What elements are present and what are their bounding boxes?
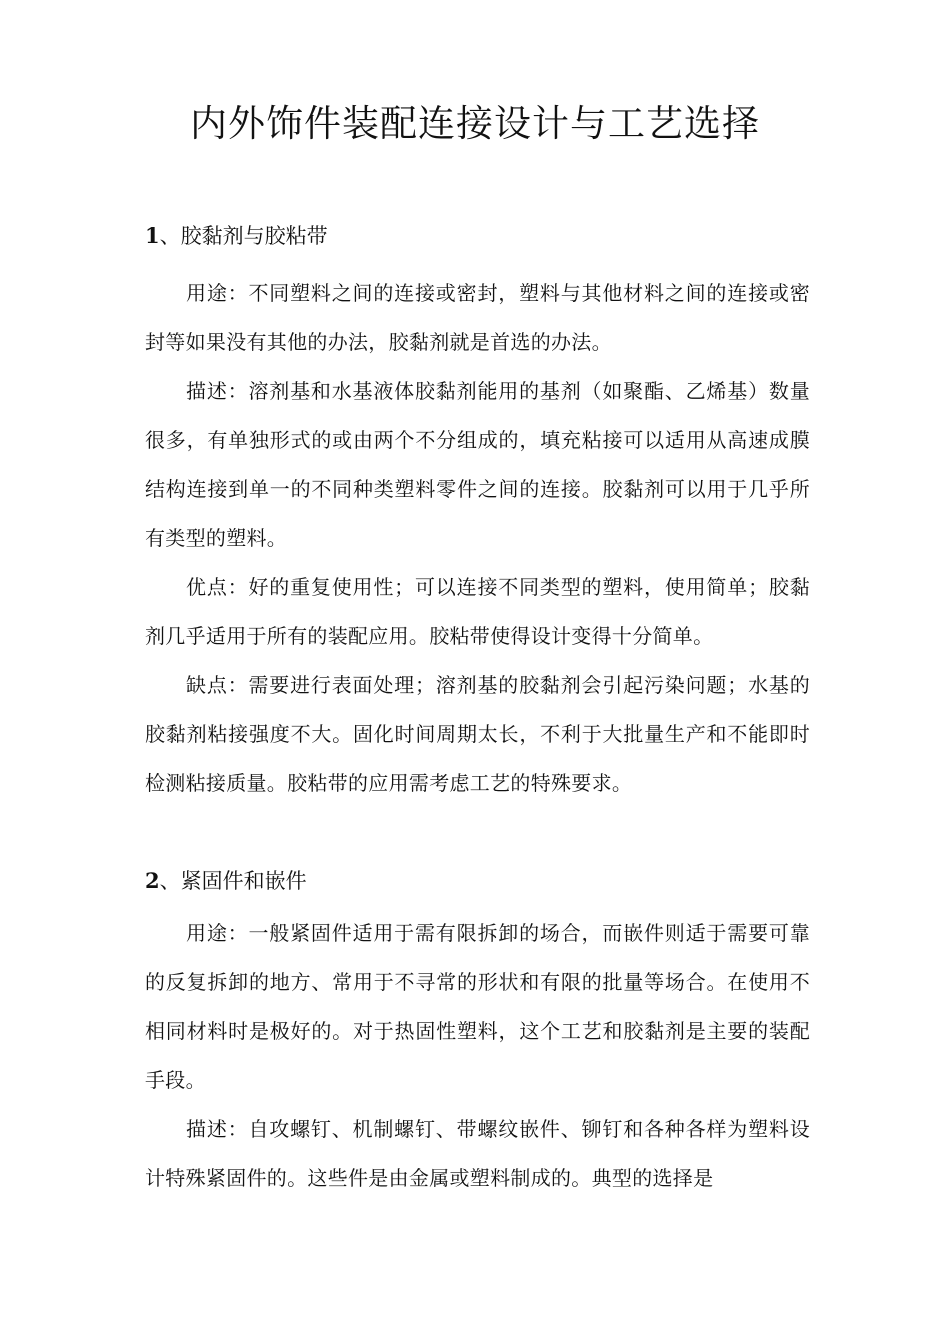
- section-number: 1: [145, 223, 160, 248]
- document-title: 内外饰件装配连接设计与工艺选择: [190, 102, 760, 145]
- paragraph-advantages: 优点：好的重复使用性；可以连接不同类型的塑料，使用简单；胶黏剂几乎适用于所有的装配应用。胶粘带使得设计变得十分简单。: [145, 575, 810, 648]
- section-heading-text: 、紧固件和嵌件: [159, 869, 307, 893]
- section-heading-text: 、胶黏剂与胶粘带: [159, 224, 328, 248]
- paragraph-description: 描述：溶剂基和水基液体胶黏剂能用的基剂（如聚酯、乙烯基）数量很多，有单独形式的或由两个不分组成的，填充粘接可以适用从高速成膜结构连接到单一的不同种类塑料零件之间的连接。胶黏剂可以用于几乎所有类型的塑料。: [145, 379, 810, 550]
- paragraph-usage: 用途：不同塑料之间的连接或密封，塑料与其他材料之间的连接或密封等如果没有其他的办法，胶黏剂就是首选的办法。: [145, 281, 810, 354]
- section-fasteners: [145, 867, 810, 1190]
- section-number: 2: [145, 868, 160, 893]
- section-heading: [145, 222, 810, 250]
- paragraph-disadvantages: 缺点：需要进行表面处理；溶剂基的胶黏剂会引起污染问题；水基的胶黏剂粘接强度不大。固化时间周期太长，不利于大批量生产和不能即时检测粘接质量。胶粘带的应用需考虑工艺的特殊要求。: [145, 673, 810, 795]
- section-adhesives: [145, 222, 810, 795]
- paragraph-description: 描述：自攻螺钉、机制螺钉、带螺纹嵌件、铆钉和各种各样为塑料设计特殊紧固件的。这些件是由金属或塑料制成的。典型的选择是: [145, 1117, 810, 1190]
- section-heading: [145, 867, 810, 895]
- paragraph-usage: 用途：一般紧固件适用于需有限拆卸的场合，而嵌件则适于需要可靠的反复拆卸的地方、常用于不寻常的形状和有限的批量等场合。在使用不相同材料时是极好的。对于热固性塑料，这个工艺和胶黏剂是主要的装配手段。: [145, 921, 810, 1092]
